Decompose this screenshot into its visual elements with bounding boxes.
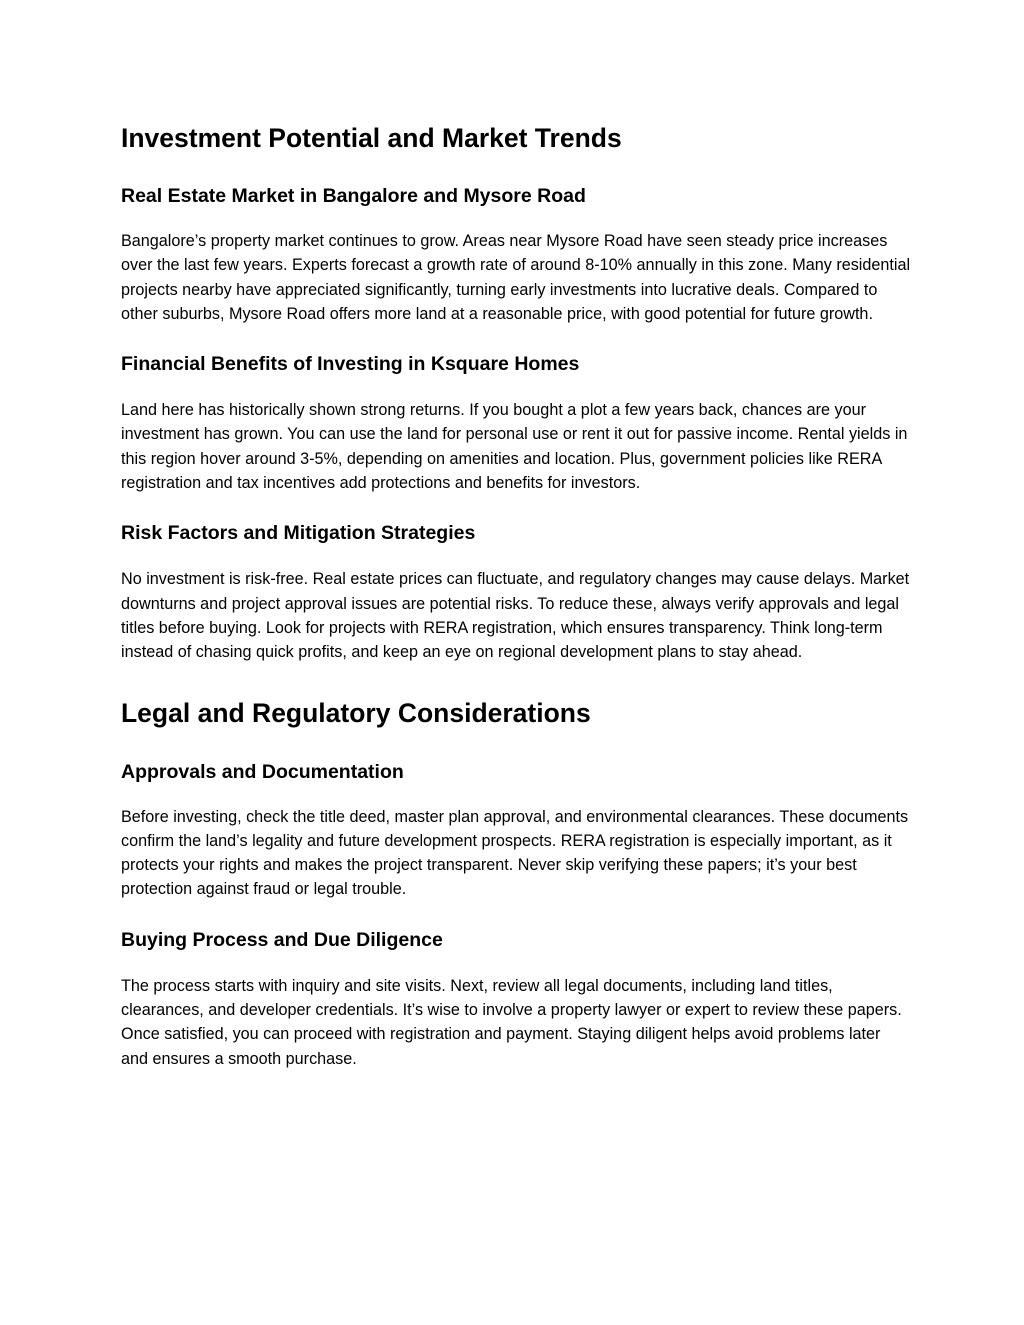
section-heading-legal: Legal and Regulatory Considerations	[121, 697, 591, 728]
paragraph-approvals: Before investing, check the title deed, master plan approval, and environmental clearances. These documents confirm the land’s legality and future development prospects. RERA registration is especially important, as it protects your rights and makes the project transparent. Never skip verifying these papers; it’s your best protection against fraud or legal trouble.	[121, 807, 909, 899]
subheading-financial-benefits: Financial Benefits of Investing in Ksquare Homes	[121, 353, 580, 376]
paragraph-buying-process: The process starts with inquiry and site visits. Next, review all legal documents, including land titles, clearances, and developer credentials. It’s wise to involve a property lawyer or expert to review these papers. Once satisfied, you can proceed with registration and payment. Staying diligent helps avoid problems later and ensures a smooth purchase.	[121, 976, 902, 1068]
paragraph-risk-factors: No investment is risk-free. Real estate prices can fluctuate, and regulatory changes may cause delays. Market downturns and project approval issues are potential risks. To reduce these, always verify approvals and legal titles before buying. Look for projects with RERA registration, which ensures transparency. Think long-term instead of chasing quick profits, and keep an eye on regional development plans to stay ahead.	[121, 570, 910, 662]
subheading-real-estate-market: Real Estate Market in Bangalore and Mysore Road	[121, 185, 586, 207]
section-heading-investment: Investment Potential and Market Trends	[121, 123, 622, 153]
subheading-buying-process: Buying Process and Due Diligence	[121, 928, 443, 951]
subheading-approvals: Approvals and Documentation	[121, 760, 404, 783]
paragraph-real-estate-market: Bangalore’s property market continues to grow. Areas near Mysore Road have seen steady price increases over the last few years. Experts forecast a growth rate of around 8-10% annually in this zone. Many residential projects nearby have appreciated significantly, turning early investments into lucrative deals. Compared to other suburbs, Mysore Road offers more land at a reasonable price, with good potential for future growth.	[121, 232, 911, 323]
document-page	[121, 118, 911, 1071]
paragraph-financial-benefits: Land here has historically shown strong returns. If you bought a plot a few years back, chances are your investment has grown. You can use the land for personal use or rent it out for passive income. Rental yields in this region hover around 3-5%, depending on amenities and location. Plus, government policies like RERA registration and tax incentives add protections and benefits for investors.	[121, 401, 908, 493]
subheading-risk-factors: Risk Factors and Mitigation Strategies	[121, 522, 476, 545]
